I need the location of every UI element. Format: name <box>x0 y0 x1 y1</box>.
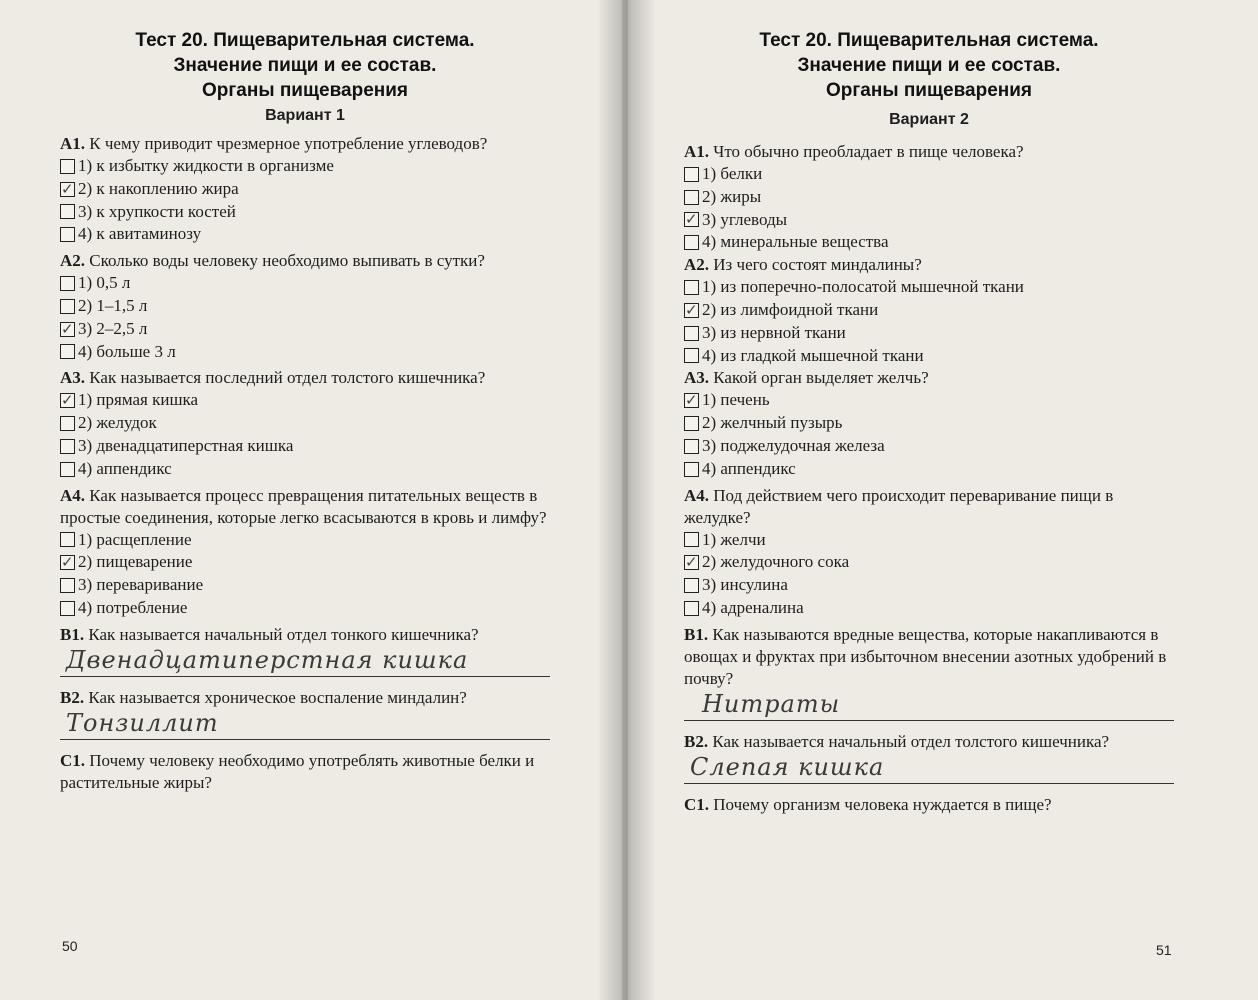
question-number: В2. <box>60 687 85 707</box>
question-number: А3. <box>684 368 710 388</box>
test-title <box>60 28 550 103</box>
title-line-3: Органы пищеварения <box>201 80 408 101</box>
option-label: 1) к избытку жидкости в организме <box>78 156 334 175</box>
option-label: 3) переваривание <box>78 575 204 595</box>
option[interactable] <box>684 231 1174 254</box>
option[interactable] <box>684 186 1174 209</box>
answer-field[interactable] <box>60 646 550 677</box>
checkbox[interactable] <box>60 204 75 219</box>
checkbox[interactable] <box>60 532 75 547</box>
checkbox[interactable] <box>60 344 75 359</box>
option[interactable] <box>684 299 1174 322</box>
option-label: 3) поджелудочная железа <box>702 435 885 455</box>
option-label: 1) желчи <box>702 529 766 549</box>
option[interactable] <box>684 389 1174 412</box>
checkbox[interactable] <box>684 303 699 318</box>
option[interactable] <box>684 276 1174 299</box>
title-line-1: Тест 20. Пищеварительная система. <box>135 30 475 51</box>
checkbox[interactable] <box>684 190 699 205</box>
variant-label: Вариант 2 <box>889 111 969 128</box>
title-line-2: Значение пищи и ее состав. <box>173 55 437 76</box>
option-label: 2) желчный пузырь <box>702 413 843 433</box>
option-label: 4) аппендикс <box>78 458 172 478</box>
option[interactable] <box>684 209 1174 232</box>
checkbox[interactable] <box>684 532 699 547</box>
checkbox[interactable] <box>684 212 699 227</box>
answer-field[interactable] <box>684 690 1174 721</box>
option-label: 2) 1–1,5 л <box>78 295 148 315</box>
option-label: 2) желудочного сока <box>702 552 850 572</box>
option-label: 3) инсулина <box>702 575 788 595</box>
question-text: Как называется начальный отдел толстого кишечника? <box>712 731 1110 751</box>
option[interactable] <box>684 551 1174 574</box>
option-label: 2) пищеварение <box>78 552 193 572</box>
question-number: А3. <box>60 368 86 388</box>
question-text: Что обычно преобладает в пище человека? <box>713 142 1024 161</box>
title-line-2: Значение пищи и ее состав. <box>797 55 1061 76</box>
option-label: 2) жиры <box>702 186 762 206</box>
question-text: Какой орган выделяет желчь? <box>713 368 929 388</box>
checkbox[interactable] <box>684 601 699 616</box>
question-b2 <box>684 731 1174 753</box>
option[interactable] <box>60 458 550 481</box>
question-number: А4. <box>60 485 86 505</box>
question-text: Почему человеку необходимо употреблять животные белки и растительные жиры? <box>60 750 535 792</box>
question-a1 <box>60 133 550 155</box>
question-number: С1. <box>60 750 86 770</box>
checkbox[interactable] <box>60 322 75 337</box>
option-label: 2) из лимфоидной ткани <box>702 299 879 319</box>
question-text: Как называется последний отдел толстого кишечника? <box>89 368 486 388</box>
question-number: В1. <box>60 624 85 644</box>
checkbox[interactable] <box>60 182 75 197</box>
option-label: 4) больше 3 л <box>78 341 176 361</box>
checkbox[interactable] <box>60 578 75 593</box>
option-label: 3) углеводы <box>702 209 788 229</box>
question-number: А4. <box>684 485 710 505</box>
checkbox[interactable] <box>684 462 699 477</box>
option[interactable] <box>60 178 550 201</box>
checkbox[interactable] <box>60 439 75 454</box>
handwritten-answer: Двенадцатиперстная кишка <box>66 645 469 674</box>
question-b1 <box>684 624 1174 690</box>
question-b1 <box>60 624 550 646</box>
question-a3 <box>60 367 550 389</box>
option-label: 1) 0,5 л <box>78 273 131 293</box>
question-number: А2. <box>684 255 710 275</box>
option[interactable] <box>60 155 550 178</box>
question-number: В1. <box>684 624 709 644</box>
option-label: 2) к накоплению жира <box>78 178 239 198</box>
question-text: Из чего состоят миндалины? <box>713 255 922 275</box>
option[interactable] <box>684 435 1174 458</box>
question-a2 <box>60 250 550 272</box>
option[interactable] <box>60 412 550 435</box>
option-label: 1) расщепление <box>78 529 192 549</box>
question-a3 <box>684 367 1174 389</box>
question-a1 <box>684 141 1174 163</box>
option[interactable] <box>60 295 550 318</box>
question-a4 <box>684 485 1174 529</box>
option[interactable] <box>684 574 1174 597</box>
page-left <box>0 0 622 1000</box>
title-line-1: Тест 20. Пищеварительная система. <box>759 30 1099 51</box>
handwritten-answer: Слепая кишка <box>690 752 885 781</box>
option[interactable] <box>684 345 1174 368</box>
question-number: А1. <box>60 134 86 153</box>
handwritten-answer: Нитраты <box>702 689 841 718</box>
option[interactable] <box>60 223 550 246</box>
question-number: А2. <box>60 251 86 271</box>
option-label: 1) печень <box>702 390 770 410</box>
option[interactable] <box>684 163 1174 186</box>
variant-label: Вариант 1 <box>265 107 345 124</box>
page-right-content <box>684 28 1174 816</box>
checkbox[interactable] <box>60 276 75 291</box>
question-text: Сколько воды человеку необходимо выпивать в сутки? <box>89 251 485 271</box>
checkbox[interactable] <box>60 601 75 616</box>
checkbox[interactable] <box>684 439 699 454</box>
page-number: 51 <box>1156 942 1172 958</box>
question-number: А1. <box>684 142 710 161</box>
option[interactable] <box>60 597 550 620</box>
checkbox[interactable] <box>60 299 75 314</box>
answer-field[interactable] <box>684 753 1174 784</box>
question-c1 <box>60 750 550 794</box>
option[interactable] <box>684 458 1174 481</box>
checkbox[interactable] <box>60 416 75 431</box>
question-text: Почему организм человека нуждается в пище? <box>713 794 1052 814</box>
title-line-3: Органы пищеварения <box>825 80 1032 101</box>
question-text: К чему приводит чрезмерное употребление углеводов? <box>89 134 488 153</box>
checkbox[interactable] <box>684 555 699 570</box>
answer-field[interactable] <box>60 709 550 740</box>
option[interactable] <box>60 272 550 295</box>
page-right <box>628 0 1258 1000</box>
option[interactable] <box>60 341 550 364</box>
handwritten-answer: Тонзиллит <box>66 708 219 737</box>
question-b2 <box>60 687 550 709</box>
checkbox[interactable] <box>60 555 75 570</box>
option[interactable] <box>684 412 1174 435</box>
question-text: Как называется процесс превращения питательных веществ в простые соединения, которые легко всасываются в кровь и лимфу? <box>60 485 547 527</box>
question-number: С1. <box>684 794 710 814</box>
checkbox[interactable] <box>60 462 75 477</box>
option[interactable] <box>684 597 1174 620</box>
option-label: 4) аппендикс <box>702 458 796 478</box>
checkbox[interactable] <box>684 235 699 250</box>
question-c1 <box>684 794 1174 816</box>
checkbox[interactable] <box>60 393 75 408</box>
option[interactable] <box>684 322 1174 345</box>
option-label: 1) белки <box>702 164 763 183</box>
option-label: 4) адреналина <box>702 597 804 617</box>
question-a2 <box>684 254 1174 276</box>
question-text: Как называется начальный отдел тонкого кишечника? <box>88 624 479 644</box>
option[interactable] <box>60 435 550 458</box>
option-label: 4) к авитаминозу <box>78 224 202 244</box>
test-title <box>684 28 1174 103</box>
checkbox[interactable] <box>684 348 699 363</box>
option[interactable] <box>684 529 1174 552</box>
option-label: 3) к хрупкости костей <box>78 201 236 221</box>
checkbox[interactable] <box>684 167 699 182</box>
checkbox[interactable] <box>684 578 699 593</box>
question-text: Под действием чего происходит переваривание пищи в желудке? <box>684 485 1114 527</box>
option-label: 4) потребление <box>78 597 188 617</box>
option[interactable] <box>60 389 550 412</box>
option-label: 3) 2–2,5 л <box>78 318 148 338</box>
question-text: Как называется хроническое воспаление миндалин? <box>88 687 467 707</box>
option-label: 4) минеральные вещества <box>702 232 889 252</box>
checkbox[interactable] <box>684 416 699 431</box>
option[interactable] <box>60 201 550 224</box>
checkbox[interactable] <box>60 159 75 174</box>
page-left-content <box>60 28 550 794</box>
checkbox[interactable] <box>684 280 699 295</box>
question-a4 <box>60 485 550 529</box>
option[interactable] <box>60 574 550 597</box>
question-text: Как называются вредные вещества, которые накапливаются в овощах и фруктах при избыточном внесении азотных удобрений в почву? <box>684 624 1167 688</box>
checkbox[interactable] <box>684 393 699 408</box>
option-label: 4) из гладкой мышечной ткани <box>702 345 924 365</box>
question-number: В2. <box>684 731 709 751</box>
option-label: 3) двенадцатиперстная кишка <box>78 435 294 455</box>
option[interactable] <box>60 551 550 574</box>
checkbox[interactable] <box>684 326 699 341</box>
option-label: 2) желудок <box>78 413 157 433</box>
option-label: 3) из нервной ткани <box>702 322 846 342</box>
option[interactable] <box>60 529 550 552</box>
option-label: 1) из поперечно-полосатой мышечной ткани <box>702 277 1024 297</box>
option-label: 1) прямая кишка <box>78 390 199 410</box>
page-number: 50 <box>62 938 78 954</box>
option[interactable] <box>60 318 550 341</box>
checkbox[interactable] <box>60 227 75 242</box>
